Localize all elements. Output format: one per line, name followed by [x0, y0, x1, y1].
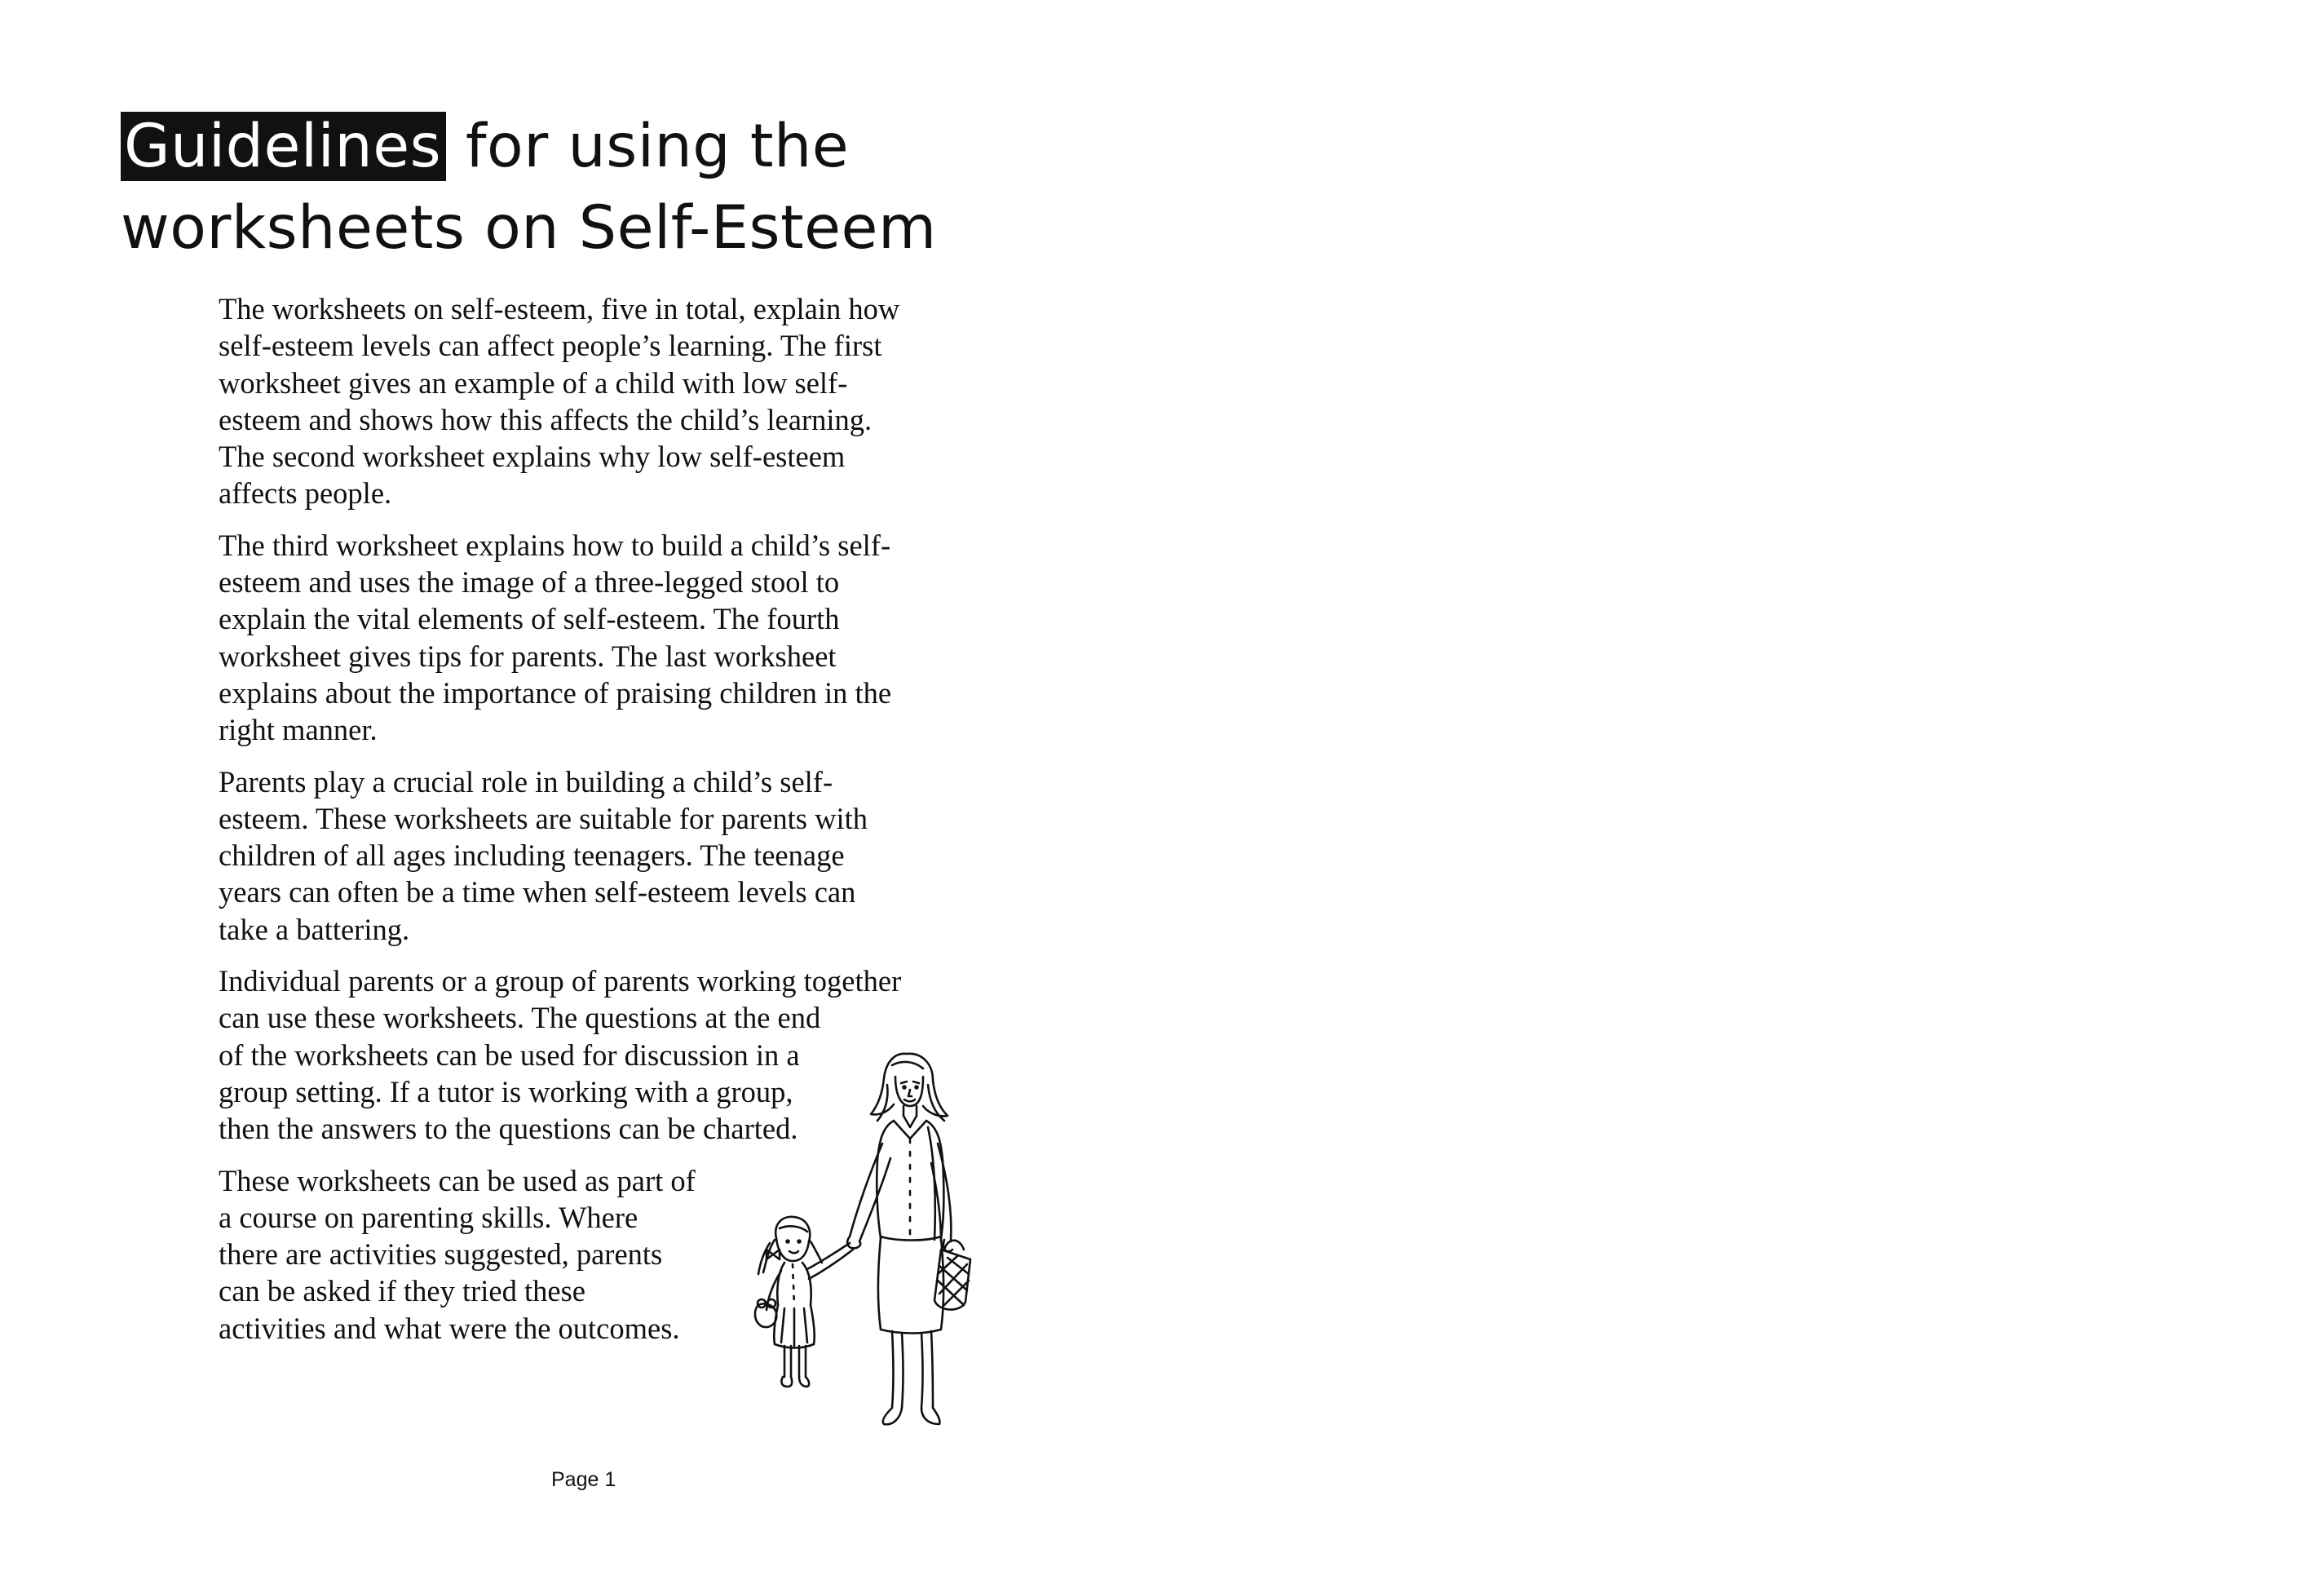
paragraph-parents-role: Parents play a crucial role in building a child’s self- esteem. These worksheets are suitable for parents with children of all ages including teenagers. The teenage years can often be a time when self-esteem levels can take a battering. — [219, 764, 868, 946]
paragraph-groups: Individual parents or a group of parents working together can use these worksheets. The questions at the end of the worksheets can be used for discussion in a group setting. If a tutor is working with a group, then the answers to the questions can be charted. — [219, 964, 902, 1146]
title-line1-rest: for using the — [446, 112, 850, 181]
page-title — [121, 106, 937, 269]
paragraph-worksheets: The third worksheet explains how to build a child’s self- esteem and uses the image of a three-legged stool to explain the vital elements of self-esteem. The fourth worksheet gives tips for parents. The last worksheet explains about the importance of praising children in the right manner. — [219, 528, 892, 747]
paragraph-overview: The worksheets on self-esteem, five in total, explain how self-esteem levels can affect people’s learning. The first worksheet gives an example of a child with low self- esteem and shows how this affects the child’s learning. The second worksheet explains why low self-esteem affects people. — [219, 292, 900, 511]
title-highlight: Guidelines — [121, 112, 446, 181]
title-line2: worksheets on Self-Esteem — [121, 193, 937, 263]
mother-and-child-illustration — [734, 1036, 995, 1436]
page-number: Page 1 — [551, 1468, 616, 1491]
paragraph-course: These worksheets can be used as part of a course on parenting skills. Where there are activities suggested, parents can be asked if they tried these activities and what were the outcomes. — [219, 1163, 696, 1345]
